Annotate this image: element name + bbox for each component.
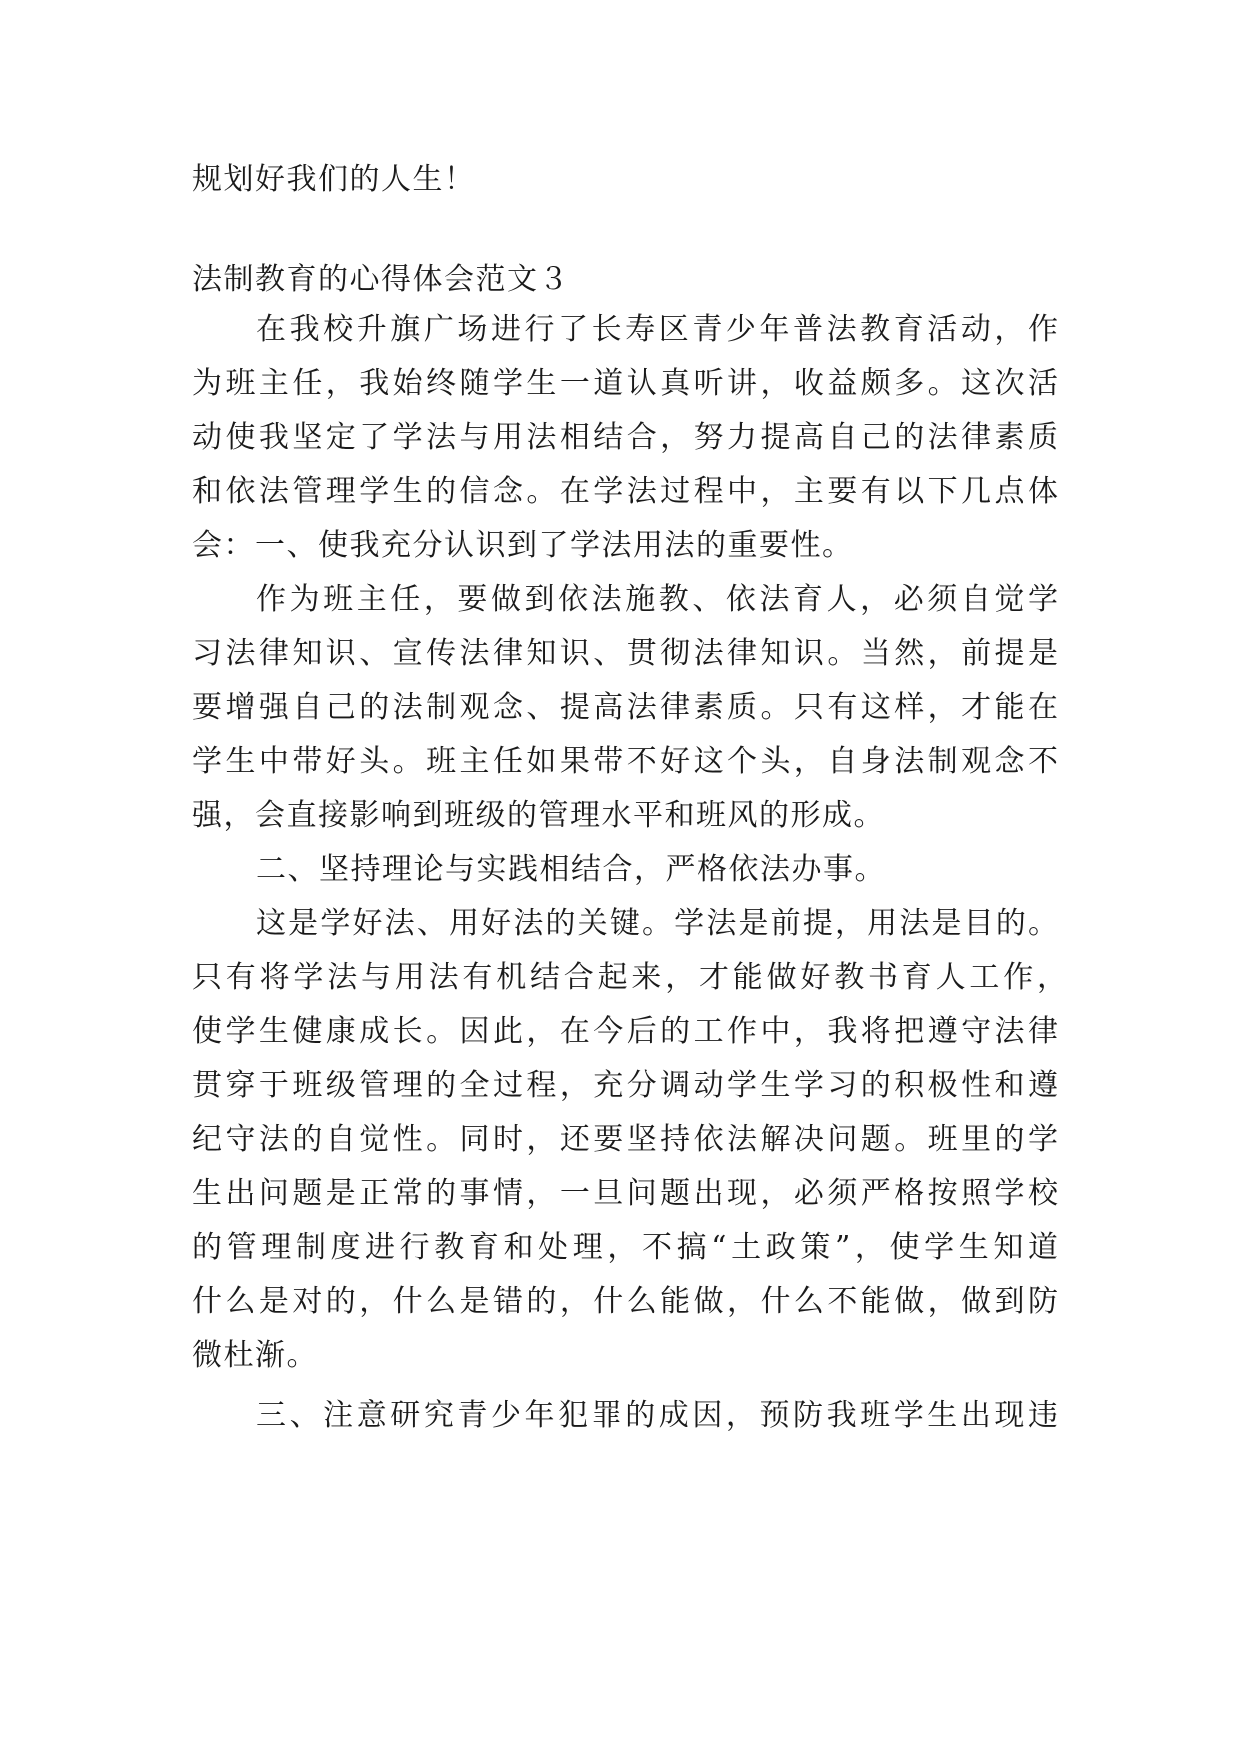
paragraph-line: 动使我坚定了学法与用法相结合，努力提高自己的法律素质	[192, 420, 1058, 455]
paragraph-line: 生出问题是正常的事情，一旦问题出现，必须严格按照学校	[192, 1176, 1058, 1211]
paragraph-line: 为班主任，我始终随学生一道认真听讲，收益颇多。这次活	[192, 366, 1058, 401]
closing-sentence: 规划好我们的人生！	[192, 162, 476, 197]
paragraph-line: 作为班主任，要做到依法施教、依法育人，必须自觉学	[256, 582, 1058, 617]
paragraph-line: 和依法管理学生的信念。在学法过程中，主要有以下几点体	[192, 474, 1058, 509]
paragraph-line: 这是学好法、用好法的关键。学法是前提，用法是目的。	[256, 906, 1058, 941]
paragraph-line: 强，会直接影响到班级的管理水平和班风的形成。	[192, 798, 885, 833]
paragraph-line: 会：一、使我充分认识到了学法用法的重要性。	[192, 528, 854, 563]
section-heading-three: 三、注意研究青少年犯罪的成因，预防我班学生出现违	[256, 1398, 1058, 1433]
paragraph-line: 纪守法的自觉性。同时，还要坚持依法解决问题。班里的学	[192, 1122, 1058, 1157]
paragraph-line: 学生中带好头。班主任如果带不好这个头，自身法制观念不	[192, 744, 1058, 779]
section-title: 法制教育的心得体会范文３	[192, 262, 570, 297]
paragraph-line: 使学生健康成长。因此，在今后的工作中，我将把遵守法律	[192, 1014, 1058, 1049]
paragraph-line: 微杜渐。	[192, 1338, 318, 1373]
paragraph-line: 习法律知识、宣传法律知识、贯彻法律知识。当然，前提是	[192, 636, 1058, 671]
paragraph-line: 的管理制度进行教育和处理，不搞“土政策”，使学生知道	[192, 1230, 1058, 1265]
section-heading-two: 二、坚持理论与实践相结合，严格依法办事。	[256, 852, 886, 887]
paragraph-line: 只有将学法与用法有机结合起来，才能做好教书育人工作，	[192, 960, 1067, 995]
paragraph-line: 贯穿于班级管理的全过程，充分调动学生学习的积极性和遵	[192, 1068, 1058, 1103]
paragraph-line: 在我校升旗广场进行了长寿区青少年普法教育活动，作	[256, 312, 1058, 347]
paragraph-line: 要增强自己的法制观念、提高法律素质。只有这样，才能在	[192, 690, 1058, 725]
paragraph-line: 什么是对的，什么是错的，什么能做，什么不能做，做到防	[192, 1284, 1058, 1319]
